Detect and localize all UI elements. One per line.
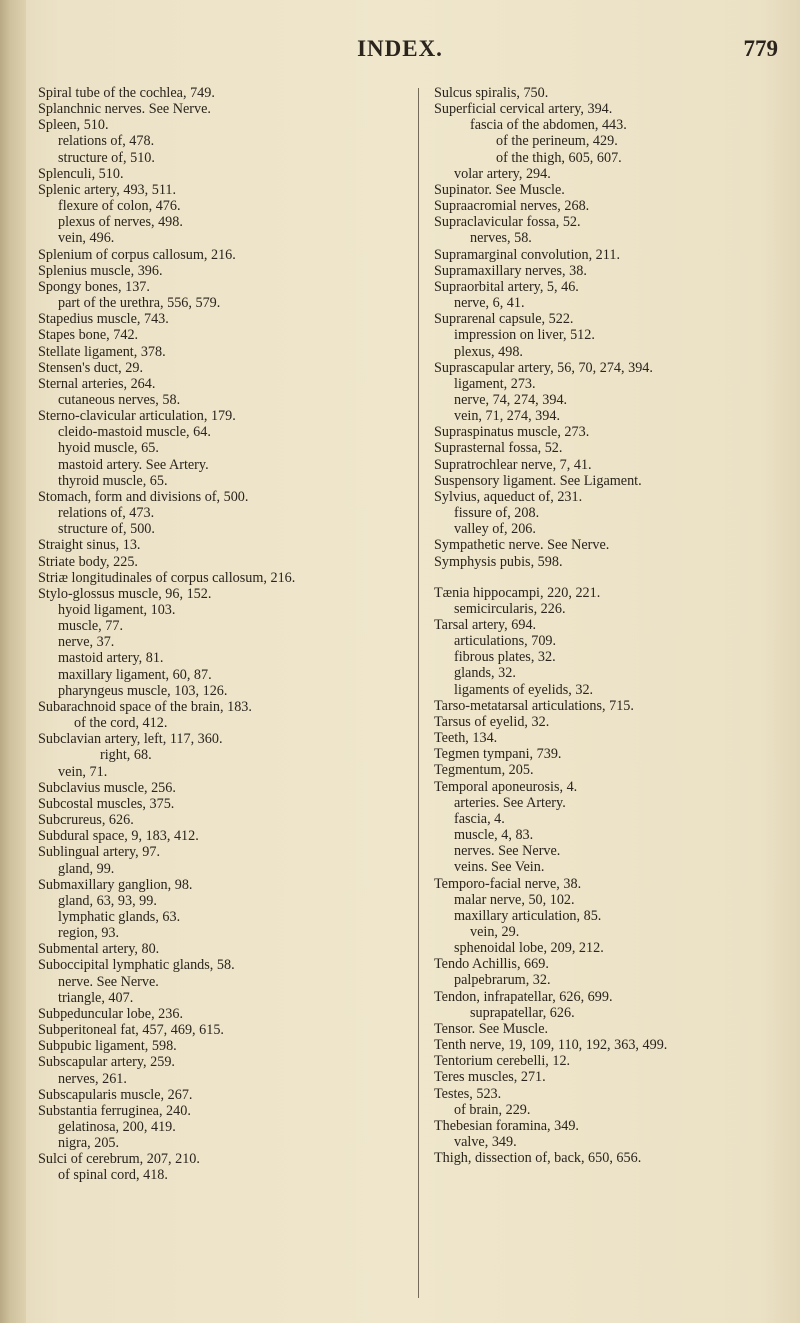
index-subentry: articulations, 709. xyxy=(454,633,557,650)
index-subentry: nerve. See Nerve. xyxy=(58,973,159,990)
index-entry: Supinator. See Muscle. xyxy=(434,181,565,198)
index-subentry: right, 68. xyxy=(100,747,152,764)
index-entry: Suspensory ligament. See Ligament. xyxy=(434,472,642,489)
index-entry: Tegmen tympani, 739. xyxy=(434,746,562,763)
index-subentry: muscle, 4, 83. xyxy=(454,827,534,844)
index-subentry: nerve, 37. xyxy=(58,634,115,651)
index-entry: Tænia hippocampi, 220, 221. xyxy=(434,584,601,601)
index-entry: Spongy bones, 137. xyxy=(38,278,150,295)
page-gutter xyxy=(0,0,26,1323)
index-entry: Supramaxillary nerves, 38. xyxy=(434,262,587,279)
index-subentry: plexus, 498. xyxy=(454,343,523,360)
index-subentry: gelatinosa, 200, 419. xyxy=(58,1119,176,1135)
index-subentry: malar nerve, 50, 102. xyxy=(454,891,575,908)
index-entry: Spleen, 510. xyxy=(38,117,109,134)
index-subentry: vein, 71, 274, 394. xyxy=(454,408,561,425)
index-entry: Tensor. See Muscle. xyxy=(434,1020,549,1037)
index-subentry: of the thigh, 605, 607. xyxy=(496,149,622,166)
index-entry: Sublingual artery, 97. xyxy=(38,844,161,861)
index-subentry: of spinal cord, 418. xyxy=(58,1167,168,1184)
index-entry: Temporo-facial nerve, 38. xyxy=(434,875,582,892)
index-entry: Straight sinus, 13. xyxy=(38,537,141,554)
index-entry: Testes, 523. xyxy=(434,1085,502,1102)
index-subentry: ligaments of eyelids, 32. xyxy=(454,681,594,698)
index-entry: Symphysis pubis, 598. xyxy=(434,553,563,570)
index-entry: Superficial cervical artery, 394. xyxy=(434,101,613,118)
index-entry: Supraclavicular fossa, 52. xyxy=(434,214,581,231)
index-entry: Sympathetic nerve. See Nerve. xyxy=(434,537,610,554)
index-entry: Striæ longitudinales of corpus callosum, 216. xyxy=(38,569,296,586)
index-subentry: region, 93. xyxy=(58,925,120,942)
index-subentry: vein, 496. xyxy=(58,230,115,247)
index-entry: Teres muscles, 271. xyxy=(434,1069,546,1086)
index-subentry: nerves. See Nerve. xyxy=(454,843,561,860)
index-subentry: muscle, 77. xyxy=(58,618,124,635)
index-subentry: hyoid ligament, 103. xyxy=(58,602,176,618)
index-entry: Splanchnic nerves. See Nerve. xyxy=(38,101,211,118)
index-subentry: of the perineum, 429. xyxy=(496,133,618,150)
index-entry: Subscapular artery, 259. xyxy=(38,1054,175,1071)
index-entry: Stapes bone, 742. xyxy=(38,327,139,344)
index-entry: Subclavius muscle, 256. xyxy=(38,779,176,796)
index-subentry: part of the urethra, 556, 579. xyxy=(58,295,221,312)
index-subentry: structure of, 510. xyxy=(58,149,155,166)
index-subentry: cutaneous nerves, 58. xyxy=(58,391,181,408)
index-subentry: maxillary ligament, 60, 87. xyxy=(58,666,212,683)
index-subentry: fissure of, 208. xyxy=(454,505,540,522)
index-entry: Suprascapular artery, 56, 70, 274, 394. xyxy=(434,359,653,376)
index-subentry: arteries. See Artery. xyxy=(454,794,566,811)
index-entry: Subcostal muscles, 375. xyxy=(38,795,175,812)
index-subentry: semicircularis, 226. xyxy=(454,600,566,617)
index-subentry: thyroid muscle, 65. xyxy=(58,472,168,489)
index-subentry: cleido-mastoid muscle, 64. xyxy=(58,424,211,441)
index-subentry: mastoid artery. See Artery. xyxy=(58,456,209,473)
index-subentry: palpebrarum, 32. xyxy=(454,972,551,989)
index-subentry: of the cord, 412. xyxy=(74,715,168,732)
index-entry: Temporal aponeurosis, 4. xyxy=(434,778,578,795)
index-spacer xyxy=(434,570,790,585)
index-subentry: nigra, 205. xyxy=(58,1135,120,1152)
index-subentry: nerves, 261. xyxy=(58,1070,127,1087)
column-divider xyxy=(418,88,419,1298)
index-subentry: mastoid artery, 81. xyxy=(58,650,164,667)
index-entry: Tegmentum, 205. xyxy=(434,762,534,779)
index-subentry: of brain, 229. xyxy=(454,1101,531,1118)
index-entry: Stylo-glossus muscle, 96, 152. xyxy=(38,585,212,602)
index-entry: Stellate ligament, 378. xyxy=(38,343,166,360)
index-entry: Tendo Achillis, 669. xyxy=(434,956,549,973)
index-entry: Spiral tube of the cochlea, 749. xyxy=(38,85,215,101)
index-subentry: plexus of nerves, 498. xyxy=(58,214,183,231)
index-entry: Thigh, dissection of, back, 650, 656. xyxy=(434,1150,642,1167)
index-entry: Sternal arteries, 264. xyxy=(38,375,156,392)
index-subentry: fascia, 4. xyxy=(454,810,505,827)
index-entry: Tenth nerve, 19, 109, 110, 192, 363, 499. xyxy=(434,1037,668,1054)
index-subentry: ligament, 273. xyxy=(454,375,536,392)
running-head: INDEX. xyxy=(357,36,443,61)
index-subentry: valley of, 206. xyxy=(454,521,536,538)
index-subentry: fascia of the abdomen, 443. xyxy=(470,117,627,134)
index-subentry: triangle, 407. xyxy=(58,989,134,1006)
index-entry: Tarsal artery, 694. xyxy=(434,617,537,633)
index-subentry: relations of, 473. xyxy=(58,505,155,522)
index-entry: Sulci of cerebrum, 207, 210. xyxy=(38,1151,200,1168)
index-subentry: nerves, 58. xyxy=(470,230,532,247)
index-entry: Subcrureus, 626. xyxy=(38,812,134,829)
index-subentry: flexure of colon, 476. xyxy=(58,198,181,215)
index-entry: Sylvius, aqueduct of, 231. xyxy=(434,488,583,505)
index-subentry: impression on liver, 512. xyxy=(454,327,595,344)
index-entry: Submaxillary ganglion, 98. xyxy=(38,876,193,893)
index-entry: Striate body, 225. xyxy=(38,553,138,570)
index-entry: Sulcus spiralis, 750. xyxy=(434,85,549,101)
index-subentry: hyoid muscle, 65. xyxy=(58,440,159,457)
index-entry: Subpeduncular lobe, 236. xyxy=(38,1005,183,1022)
index-subentry: pharyngeus muscle, 103, 126. xyxy=(58,682,228,699)
index-subentry: gland, 63, 93, 99. xyxy=(58,892,157,909)
index-column-right xyxy=(434,85,790,1166)
index-subentry: gland, 99. xyxy=(58,860,115,877)
index-subentry: nerve, 6, 41. xyxy=(454,295,525,312)
index-entry: Splenius muscle, 396. xyxy=(38,262,163,279)
page-header xyxy=(0,36,800,66)
index-column-left xyxy=(38,85,416,1184)
index-entry: Thebesian foramina, 349. xyxy=(434,1117,579,1134)
index-subentry: volar artery, 294. xyxy=(454,165,551,182)
index-entry: Tarsus of eyelid, 32. xyxy=(434,713,550,730)
index-entry: Supramarginal convolution, 211. xyxy=(434,246,620,263)
index-entry: Subclavian artery, left, 117, 360. xyxy=(38,731,223,748)
index-entry: Splenic artery, 493, 511. xyxy=(38,181,177,198)
index-entry: Suboccipital lymphatic glands, 58. xyxy=(38,957,235,974)
index-entry: Tentorium cerebelli, 12. xyxy=(434,1053,571,1070)
index-entry: Stapedius muscle, 743. xyxy=(38,311,169,328)
index-entry: Subarachnoid space of the brain, 183. xyxy=(38,698,252,715)
index-entry: Supraacromial nerves, 268. xyxy=(434,198,590,215)
index-subentry: vein, 29. xyxy=(470,923,520,940)
index-entry: Substantia ferruginea, 240. xyxy=(38,1102,191,1119)
index-entry: Supratrochlear nerve, 7, 41. xyxy=(434,456,592,473)
index-entry: Tendon, infrapatellar, 626, 699. xyxy=(434,988,613,1005)
index-entry: Teeth, 134. xyxy=(434,730,498,747)
index-entry: Tarso-metatarsal articulations, 715. xyxy=(434,697,634,714)
index-entry: Suprarenal capsule, 522. xyxy=(434,311,574,328)
index-entry: Splenium of corpus callosum, 216. xyxy=(38,246,236,263)
index-subentry: fibrous plates, 32. xyxy=(454,649,556,666)
index-subentry: valve, 349. xyxy=(454,1134,517,1150)
index-subentry: nerve, 74, 274, 394. xyxy=(454,391,568,408)
page-number: 779 xyxy=(743,36,778,61)
index-entry: Supraorbital artery, 5, 46. xyxy=(434,278,579,295)
index-subentry: sphenoidal lobe, 209, 212. xyxy=(454,940,604,957)
index-entry: Suprasternal fossa, 52. xyxy=(434,440,563,457)
index-entry: Splenculi, 510. xyxy=(38,165,124,182)
index-subentry: maxillary articulation, 85. xyxy=(454,907,602,924)
index-entry: Subdural space, 9, 183, 412. xyxy=(38,828,199,845)
index-entry: Stensen's duct, 29. xyxy=(38,359,144,376)
index-entry: Submental artery, 80. xyxy=(38,941,160,958)
index-entry: Subpubic ligament, 598. xyxy=(38,1038,177,1055)
index-subentry: lymphatic glands, 63. xyxy=(58,908,181,925)
index-entry: Subscapularis muscle, 267. xyxy=(38,1086,193,1103)
index-entry: Subperitoneal fat, 457, 469, 615. xyxy=(38,1022,224,1039)
index-entry: Supraspinatus muscle, 273. xyxy=(434,424,590,441)
index-entry: Stomach, form and divisions of, 500. xyxy=(38,488,249,505)
index-subentry: glands, 32. xyxy=(454,665,516,682)
index-subentry: veins. See Vein. xyxy=(454,859,545,876)
index-subentry: vein, 71. xyxy=(58,763,108,780)
index-subentry: suprapatellar, 626. xyxy=(470,1004,575,1021)
index-subentry: relations of, 478. xyxy=(58,133,155,150)
index-subentry: structure of, 500. xyxy=(58,521,155,538)
index-entry: Sterno-clavicular articulation, 179. xyxy=(38,408,236,425)
